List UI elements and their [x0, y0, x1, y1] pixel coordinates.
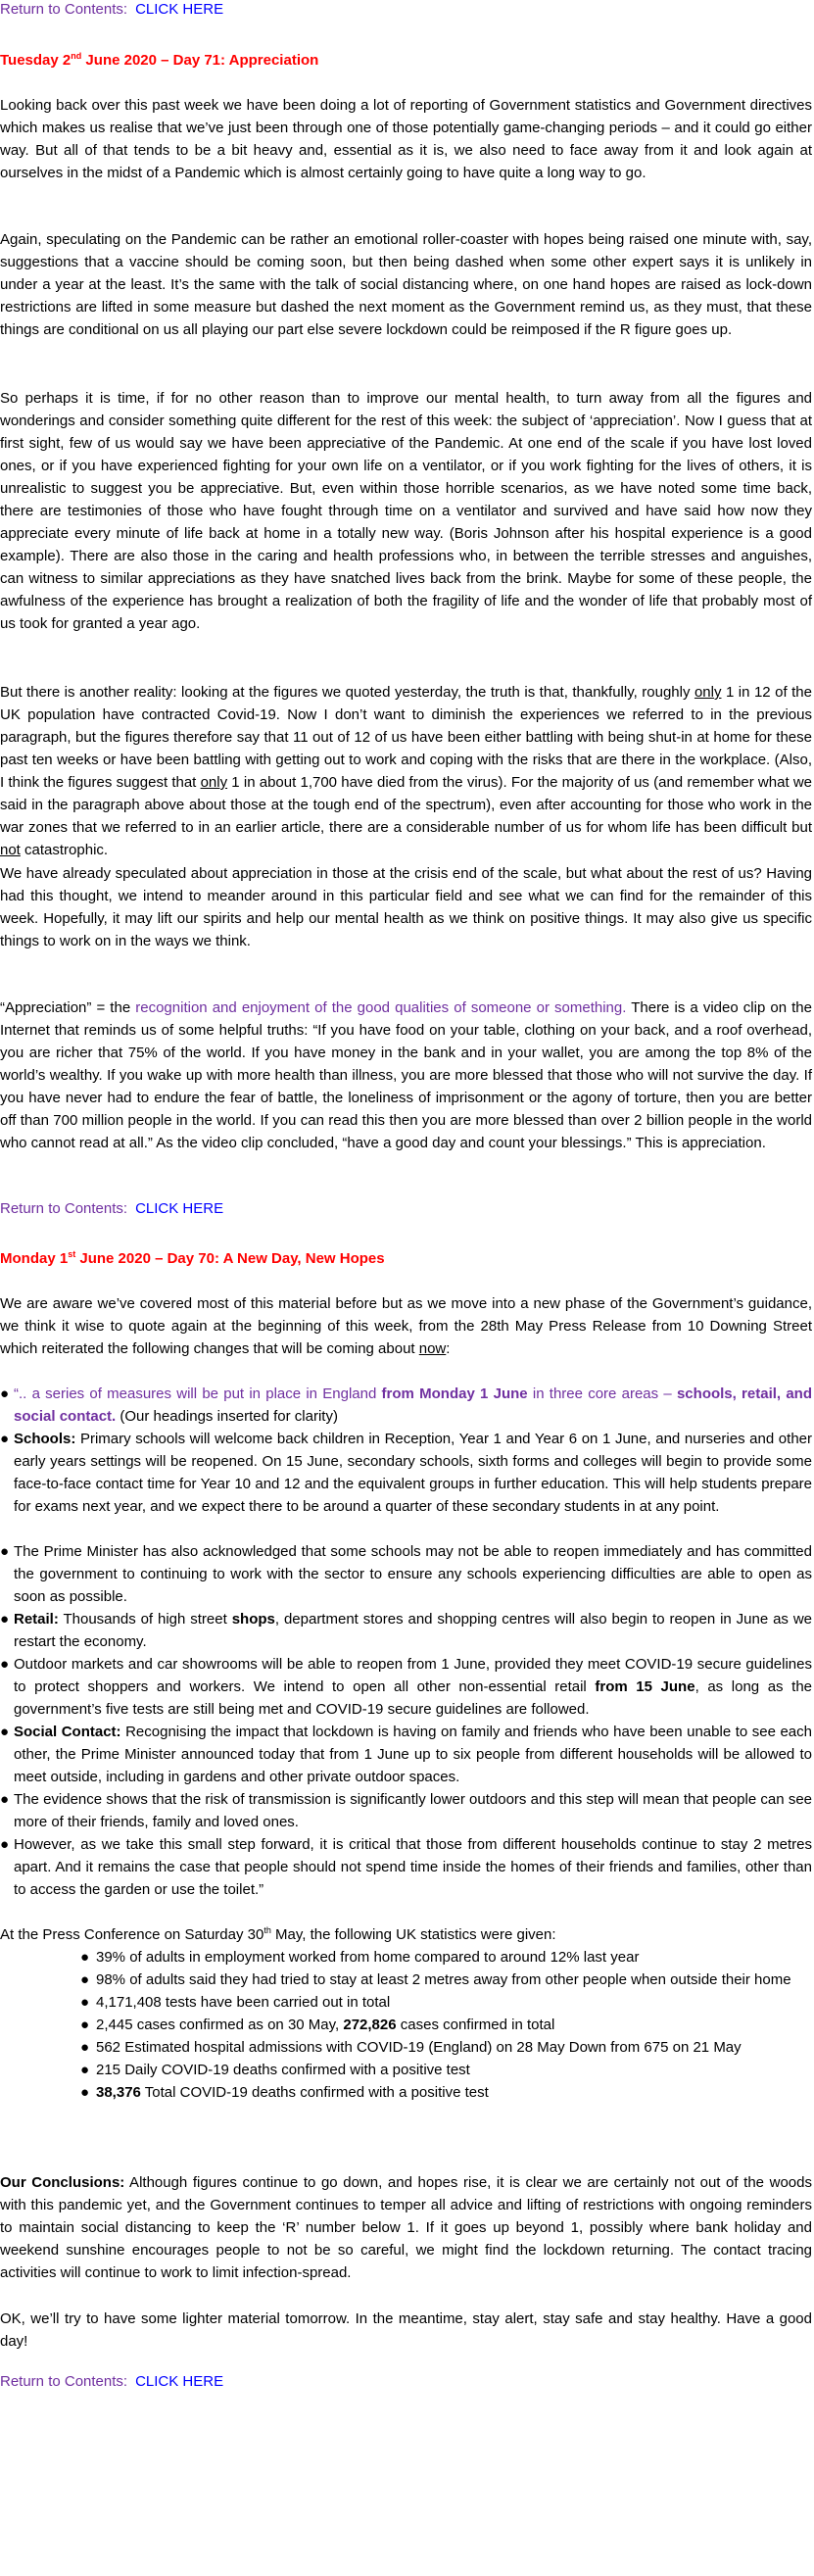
bullet-icon: ●: [80, 1994, 90, 2011]
bullet-icon: ●: [80, 2062, 90, 2078]
statistic-item: ● 2,445 cases confirmed as on 30 May, 272,826 cases confirmed in total: [80, 2014, 805, 2036]
bullet-icon: ●: [80, 2084, 90, 2101]
paragraph: We have already speculated about appreciation in those at the crisis end of the scale, but what about the rest of us? Having had this thought, we intend to meander around in this particular field and see what we can find for the remainder of this week. Hopefully, it may lift our spirits and help our mental health as we think on positive things. It may also give us specific things to work on in the ways we think.: [0, 865, 812, 949]
bullet-icon: ●: [80, 2017, 90, 2033]
statistics-list: [80, 1946, 805, 2104]
statistic-item: ● 39% of adults in employment worked from home compared to around 12% last year: [80, 1946, 805, 1968]
return-to-contents-top: [0, 0, 223, 20]
list-item: ● Schools: Primary schools will welcome back children in Reception, Year 1 and Year 6 on 1 June, and nurseries and other early years settings will be reopened. On 15 June, secondary schools, sixth forms and colleges will begin to provide some face-to-face contact time for Year 10 and 12 and the equivalent groups in further education. This will help students prepare for exams next year, and we expect there to be around a quarter of these secondary students in at any point.: [0, 1431, 812, 1515]
list-item: ● Retail: Thousands of high street shops, department stores and shopping centres will also begin to reopen in June as we restart the economy.: [0, 1611, 812, 1650]
click-here-link[interactable]: CLICK HERE: [135, 1200, 224, 1217]
bullet-icon: ●: [80, 1971, 90, 1988]
paragraph: “Appreciation” = the recognition and enjoyment of the good qualities of someone or something. There is a video clip on the Internet that reminds us of some helpful truths: “If you have food on your table, clothing on your back, and a roof overhead, you are richer that 75% of the world. If you have money in the bank and in your wallet, you are among the top 8% of the world’s wealthy. If you wake up with more health than illness, you are more blessed that those who will not survive the day. If you have never had to endure the fear of battle, the loneliness of imprisonment or the agony of torture, then you are better off than 700 million people in the world. If you can read this then you are more blessed than over 2 billion people in the world who cannot read at all.” As the video clip concluded, “have a good day and count your blessings.” This is appreciation.: [0, 999, 812, 1151]
statistic-item: ● 38,376 Total COVID-19 deaths confirmed with a positive test: [80, 2081, 805, 2104]
paragraph: But there is another reality: looking at the figures we quoted yesterday, the truth is that, thankfully, roughly only 1 in 12 of the UK population have contracted Covid-19. Now I don’t want to diminish the experiences we referred to in the previous paragraph, but the figures therefore say that 11 out of 12 of us have been either battling with being shut-in at home for these past ten weeks or have been battling with getting out to work and coping with the risks that are there in the workplace. (Also, I think the figures suggest that only 1 in about 1,700 have died from the virus). For the majority of us (and remember what we said in the paragraph above about those at the tough end of the spectrum), even after accounting for those who work in the war zones that we referred to in an earlier article, there are a considerable number of us for whom life has been difficult but not catastrophic.: [0, 684, 812, 858]
return-to-contents: Return to Contents: CLICK HERE: [0, 2373, 224, 2390]
statistic-item: ● 98% of adults said they had tried to stay at least 2 metres away from other people when outside their home: [80, 1968, 805, 1991]
statistic-item: ● 4,171,408 tests have been carried out in total: [80, 1991, 805, 2014]
list-item: ● However, as we take this small step forward, it is critical that those from different households continue to stay 2 metres apart. And it remains the case that people should not spend time inside the homes of their friends and families, other than to access the garden or use the toilet.”: [0, 1836, 812, 1898]
list-item: ● The Prime Minister has also acknowledged that some schools may not be able to reopen immediately and has committed the government to continuing to work with the sector to ensure any schools experiencing difficulties are able to open as soon as possible.: [0, 1543, 812, 1605]
paragraph: We are aware we’ve covered most of this material before but as we move into a new phase of the Government’s guidance, we think it wise to quote again at the beginning of this week, from the 28th May Press Release from 10 Downing Street which reiterated the following changes that will be coming about now:: [0, 1295, 812, 1357]
bullet-icon: ●: [80, 1949, 90, 1966]
list-item: ● The evidence shows that the risk of transmission is significantly lower outdoors and this step will mean that people can see more of their friends, family and loved ones.: [0, 1791, 812, 1830]
paragraph: At the Press Conference on Saturday 30th May, the following UK statistics were given:: [0, 1925, 556, 1943]
statistic-item: ● 215 Daily COVID-19 deaths confirmed with a positive test: [80, 2059, 805, 2081]
paragraph: Looking back over this past week we have been doing a lot of reporting of Government statistics and Government directives which makes us realise that we’ve just been through one of those potentially game-changing periods – and it could go either way. But all of that tends to be a bit heavy and, essential as it is, we also need to face away from it and look again at ourselves in the midst of a Pandemic which is almost certainly going to have quite a long way to go.: [0, 97, 812, 181]
paragraph: Again, speculating on the Pandemic can be rather an emotional roller-coaster with hopes being raised one minute with, say, suggestions that a vaccine should be coming soon, but then being dashed when some other expert says it is unlikely in under a year at the least. It’s the same with the talk of social distancing where, on one hand hopes are raised as lock-down restrictions are lifted in some measure but dashed the next moment as the Government remind us, as they must, that these things are conditional on us all playing our part else severe lockdown could be reimposed if the R figure goes up.: [0, 231, 812, 338]
statistic-item: ● 562 Estimated hospital admissions with COVID-19 (England) on 28 May Down from 675 on 21 May: [80, 2036, 805, 2059]
entry-heading-day-71: Tuesday 2nd June 2020 – Day 71: Appreciation: [0, 51, 319, 69]
return-label: Return to Contents:: [0, 1, 128, 18]
click-here-link[interactable]: CLICK HERE: [135, 1, 224, 18]
list-item: ● “.. a series of measures will be put in place in England from Monday 1 June in three core areas – schools, retail, and social contact. (Our headings inserted for clarity): [0, 1385, 812, 1425]
click-here-link[interactable]: CLICK HERE: [135, 2373, 224, 2390]
list-item: ● Social Contact: Recognising the impact that lockdown is having on family and friends who have been unable to see each other, the Prime Minister announced today that from 1 June up to six people from different households will be allowed to meet outside, including in gardens and other private outdoor spaces.: [0, 1724, 812, 1785]
paragraph: Our Conclusions: Although figures continue to go down, and hopes rise, it is clear we are certainly not out of the woods with this pandemic yet, and the Government continues to temper all advice and lifting of restrictions with ongoing reminders to maintain social distancing to keep the ‘R’ number below 1. If it goes up beyond 1, possibly where bank holiday and weekend sunshine encourages people to not be so careful, we might find the lockdown returning. The contact tracing activities will continue to work to limit infection-spread.: [0, 2174, 812, 2281]
paragraph: OK, we’ll try to have some lighter material tomorrow. In the meantime, stay alert, stay safe and stay healthy. Have a good day!: [0, 2310, 812, 2350]
bullet-icon: ●: [80, 2039, 90, 2056]
paragraph: So perhaps it is time, if for no other reason than to improve our mental health, to turn away from all the figures and wonderings and consider something quite different for the rest of this week: the subject of ‘appreciation’. Now I guess that at first sight, few of us would say we have been appreciative of the Pandemic. At one end of the scale if you have lost loved ones, or if you have experienced fighting for your own life on a ventilator, or if you work fighting for the lives of others, it is unrealistic to suggest you be appreciative. But, even within those horrible scenarios, as we have noted some time back, there are testimonies of those who have fought through time on a ventilator and survived and have said how now they appreciate every minute of life back at home in a totally new way. (Boris Johnson after his hospital experience is a good example). There are also those in the caring and health professions who, in between the terrible stresses and anguishes, can witness to similar appreciations as they have snatched lives back from the brink. Maybe for some of these people, the awfulness of the experience has brought a realization of both the fragility of life and the wonder of life that probably most of us took for granted a year ago.: [0, 390, 812, 632]
list-item: ● Outdoor markets and car showrooms will be able to reopen from 1 June, provided they meet COVID-19 secure guidelines to protect shoppers and workers. We intend to open all other non-essential retail from 15 June, as long as the government’s five tests are still being met and COVID-19 secure guidelines are followed.: [0, 1656, 812, 1718]
return-to-contents: Return to Contents: CLICK HERE: [0, 1200, 224, 1217]
entry-heading-day-70: Monday 1st June 2020 – Day 70: A New Day, New Hopes: [0, 1249, 385, 1267]
